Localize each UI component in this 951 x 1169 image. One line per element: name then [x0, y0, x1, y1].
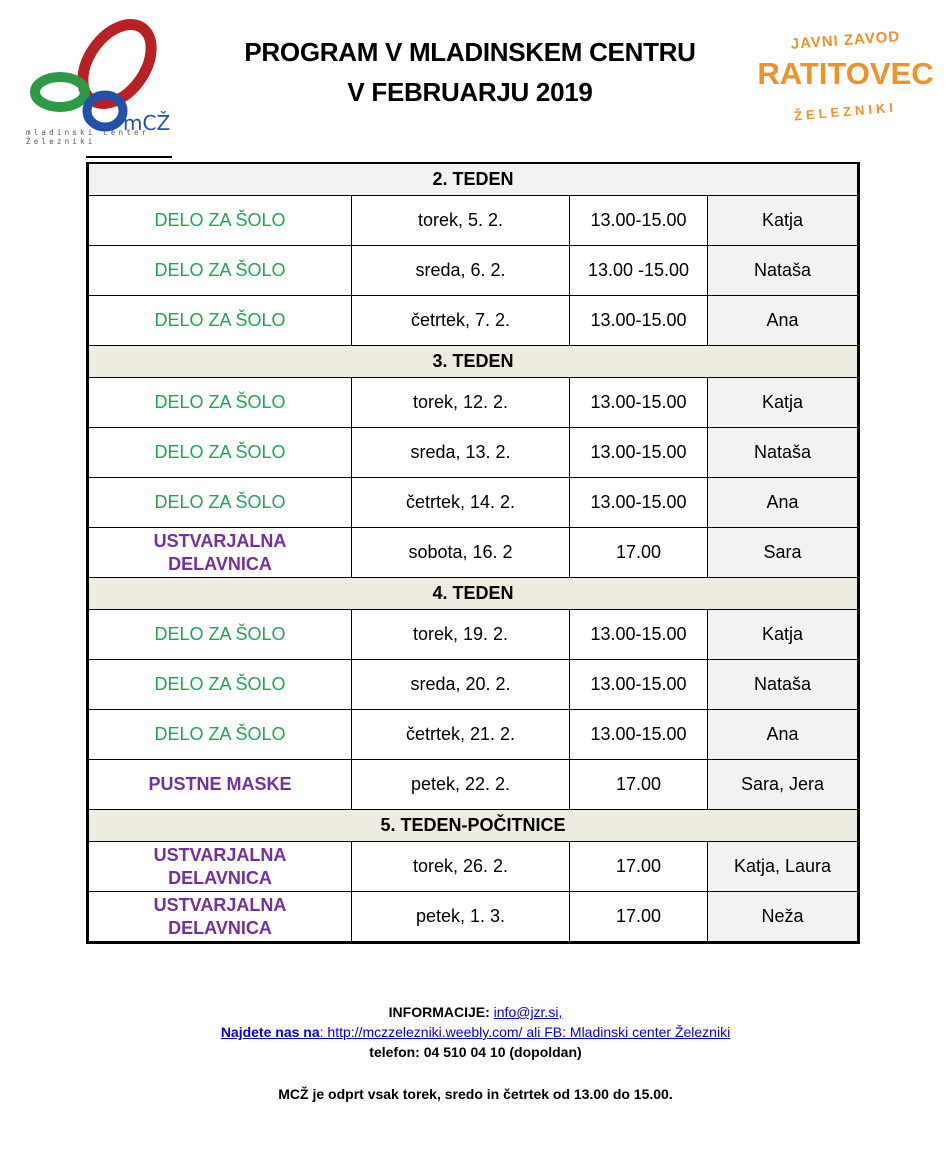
activity-cell [88, 842, 352, 892]
activity-cell: DELO ZA ŠOLO [88, 246, 352, 296]
ratitovec-logo-line1: JAVNI ZAVOD [790, 28, 901, 53]
website-link[interactable]: : http://mczzelezniki.weebly.com/ ali FB: Mladinski center Železniki [319, 1024, 731, 1040]
info-label: INFORMACIJE: [388, 1004, 490, 1020]
find-us-link[interactable]: Najdete nas na [220, 1024, 320, 1040]
opening-hours-text: MCŽ je odprt vsak torek, sredo in četrtek od 13.00 do 15.00. [278, 1086, 673, 1102]
mcz-caption-line1: mladinski center [26, 128, 150, 137]
activity-line1: USTVARJALNA [153, 844, 287, 865]
date-cell: četrtek, 21. 2. [352, 710, 570, 760]
table-row [88, 296, 859, 346]
activity-cell: PUSTNE MASKE [88, 760, 352, 810]
table-row [88, 842, 859, 892]
activity-cell: DELO ZA ŠOLO [88, 296, 352, 346]
week-header-row [88, 810, 859, 842]
time-cell: 13.00-15.00 [570, 296, 708, 346]
date-cell: torek, 5. 2. [352, 196, 570, 246]
person-cell: Sara [708, 528, 859, 578]
ratitovec-logo-line2: RATITOVEC [757, 56, 934, 91]
find-us-line [0, 1022, 951, 1042]
table-row [88, 892, 859, 943]
time-cell: 17.00 [570, 892, 708, 943]
person-cell: Katja, Laura [708, 842, 859, 892]
week-label: 3. TEDEN [88, 346, 859, 378]
person-cell: Ana [708, 478, 859, 528]
mcz-mark: mCŽ [123, 111, 171, 135]
activity-cell: DELO ZA ŠOLO [88, 478, 352, 528]
time-cell: 13.00-15.00 [570, 710, 708, 760]
person-cell: Nataša [708, 660, 859, 710]
footer [0, 1002, 951, 1104]
date-cell: petek, 22. 2. [352, 760, 570, 810]
phone-text: telefon: 04 510 04 10 (dopoldan) [369, 1044, 582, 1060]
table-row [88, 710, 859, 760]
week-header-row [88, 163, 859, 196]
activity-cell: DELO ZA ŠOLO [88, 378, 352, 428]
table-row [88, 760, 859, 810]
person-cell: Nataša [708, 428, 859, 478]
date-cell: torek, 19. 2. [352, 610, 570, 660]
date-cell: torek, 12. 2. [352, 378, 570, 428]
date-cell: sreda, 13. 2. [352, 428, 570, 478]
table-row [88, 478, 859, 528]
date-cell: četrtek, 7. 2. [352, 296, 570, 346]
date-cell: sreda, 6. 2. [352, 246, 570, 296]
table-row [88, 610, 859, 660]
person-cell: Neža [708, 892, 859, 943]
activity-cell [88, 528, 352, 578]
time-cell: 13.00 -15.00 [570, 246, 708, 296]
table-row [88, 660, 859, 710]
activity-cell: DELO ZA ŠOLO [88, 610, 352, 660]
person-cell: Katja [708, 196, 859, 246]
table-row [88, 196, 859, 246]
date-cell: torek, 26. 2. [352, 842, 570, 892]
table-row [88, 428, 859, 478]
mcz-rings-icon [22, 14, 172, 144]
ratitovec-logo [740, 20, 951, 140]
person-cell: Nataša [708, 246, 859, 296]
title-line1: PROGRAM V MLADINSKEM CENTRU [244, 37, 696, 67]
divider [86, 156, 172, 158]
time-cell: 13.00-15.00 [570, 378, 708, 428]
time-cell: 13.00-15.00 [570, 196, 708, 246]
title-line2: V FEBRUARJU 2019 [347, 77, 593, 107]
person-cell: Katja [708, 378, 859, 428]
activity-line2: DELAVNICA [168, 553, 272, 574]
activity-cell: DELO ZA ŠOLO [88, 196, 352, 246]
activity-cell [88, 892, 352, 943]
time-cell: 13.00-15.00 [570, 610, 708, 660]
activity-line2: DELAVNICA [168, 867, 272, 888]
table-row [88, 528, 859, 578]
time-cell: 17.00 [570, 842, 708, 892]
mcz-caption [26, 128, 149, 146]
person-cell: Ana [708, 296, 859, 346]
person-cell: Sara, Jera [708, 760, 859, 810]
time-cell: 13.00-15.00 [570, 478, 708, 528]
ratitovec-logo-line3: ŽELEZNIKI [793, 99, 898, 124]
info-line [0, 1002, 951, 1022]
time-cell: 17.00 [570, 528, 708, 578]
activity-cell: DELO ZA ŠOLO [88, 428, 352, 478]
person-cell: Ana [708, 710, 859, 760]
time-cell: 13.00-15.00 [570, 660, 708, 710]
week-label: 5. TEDEN-POČITNICE [88, 810, 859, 842]
date-cell: sobota, 16. 2 [352, 528, 570, 578]
week-header-row [88, 578, 859, 610]
table-row [88, 246, 859, 296]
mcz-caption-line2: Železniki [26, 137, 96, 146]
page-title [200, 32, 740, 112]
activity-cell: DELO ZA ŠOLO [88, 660, 352, 710]
activity-line2: DELAVNICA [168, 917, 272, 938]
week-label: 4. TEDEN [88, 578, 859, 610]
person-cell: Katja [708, 610, 859, 660]
schedule-table [86, 162, 860, 944]
table-row [88, 378, 859, 428]
date-cell: četrtek, 14. 2. [352, 478, 570, 528]
activity-line1: USTVARJALNA [153, 530, 287, 551]
date-cell: petek, 1. 3. [352, 892, 570, 943]
email-link[interactable]: info@jzr.si, [493, 1004, 563, 1020]
time-cell: 13.00-15.00 [570, 428, 708, 478]
week-label: 2. TEDEN [88, 163, 859, 196]
date-cell: sreda, 20. 2. [352, 660, 570, 710]
activity-line1: USTVARJALNA [153, 894, 287, 915]
week-header-row [88, 346, 859, 378]
activity-cell: DELO ZA ŠOLO [88, 710, 352, 760]
time-cell: 17.00 [570, 760, 708, 810]
